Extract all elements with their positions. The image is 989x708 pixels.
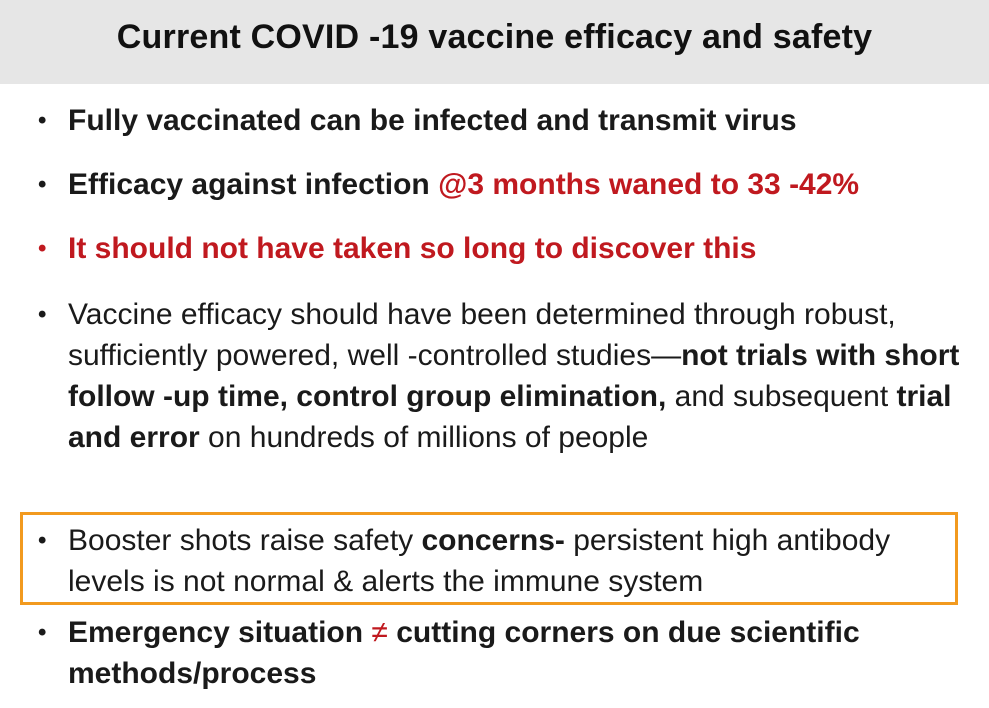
bullet-infection-transmission bbox=[68, 100, 968, 141]
efficacy-highlight: @3 months waned to 33 -42% bbox=[438, 168, 860, 201]
bullet-discovery-delay bbox=[68, 228, 968, 269]
bullet-text: It should not have taken so long to discover this bbox=[68, 232, 757, 265]
bullet-text: and subsequent bbox=[666, 380, 897, 413]
bullet-emergency-situation bbox=[68, 612, 968, 694]
bullet-text: Emergency situation bbox=[68, 616, 372, 649]
bullet-text: on hundreds of millions of people bbox=[199, 421, 649, 454]
bullet-bold-text: concerns- bbox=[421, 524, 565, 557]
bullet-text: cutting corners on due scientific methods/process bbox=[68, 616, 860, 690]
bullet-study-design bbox=[68, 294, 968, 458]
bullet-text: Fully vaccinated can be infected and transmit virus bbox=[68, 104, 797, 137]
bullet-efficacy-waning bbox=[68, 164, 968, 205]
bullet-bold-text: trial and error bbox=[68, 380, 952, 454]
bullet-text: persistent high antibody levels is not normal & alerts the immune system bbox=[68, 524, 891, 598]
bullet-bold-text: not trials with short follow -up time, control group elimination, bbox=[68, 339, 960, 413]
bullet-text: Efficacy against infection bbox=[68, 168, 439, 201]
bullet-text: Booster shots raise safety bbox=[68, 524, 422, 557]
not-equal-symbol: ≠ bbox=[371, 616, 388, 649]
slide-title: Current COVID -19 vaccine efficacy and safety bbox=[116, 18, 873, 56]
bullet-text: Vaccine efficacy should have been determined through robust, sufficiently powered, well -controlled studies— bbox=[68, 298, 896, 372]
bullet-booster-safety bbox=[68, 520, 968, 602]
